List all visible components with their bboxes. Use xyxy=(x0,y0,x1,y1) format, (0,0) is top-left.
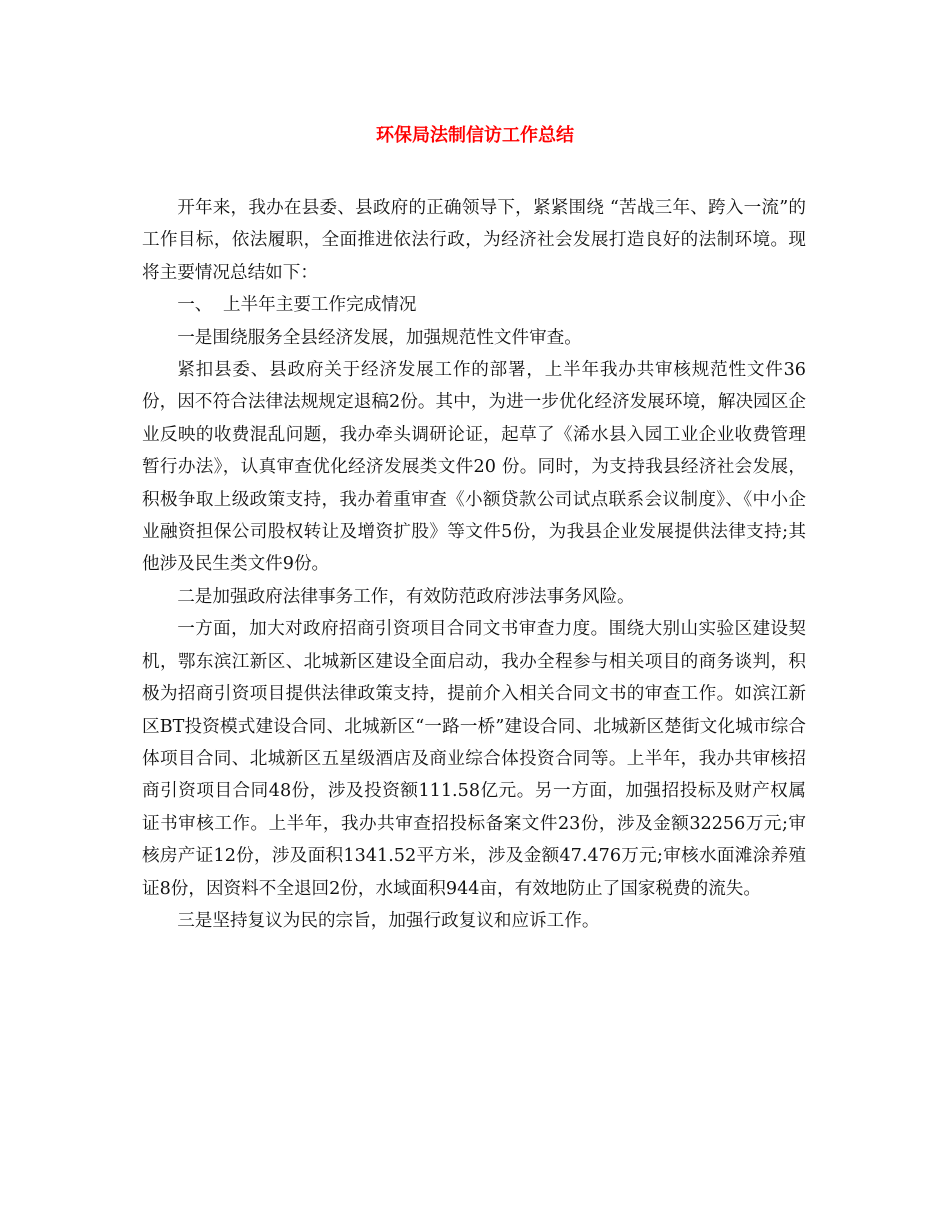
subheading-1: 一是围绕服务全县经济发展，加强规范性文件审查。 xyxy=(177,327,582,348)
subheading-3: 三是坚持复议为民的宗旨，加强行政复议和应诉工作。 xyxy=(177,910,600,931)
section-heading xyxy=(142,289,806,321)
section-number: 一、 xyxy=(177,295,213,316)
document-body xyxy=(142,192,806,937)
document-title: 环保局法制信访工作总结 xyxy=(376,125,574,146)
body-paragraph-2: 一方面，加大对政府招商引资项目合同文书审查力度。围绕大别山实验区建设契机，鄂东滨江新区、北城新区建设全面启动，我办全程参与相关项目的商务谈判，积极为招商引资项目提供法律政策支持，提前介入相关合同文书的审查工作。如滨江新区BT投资模式建设合同、北城新区“一路一桥”建设合同、北城新区楚街文化城市综合体项目合同、北城新区五星级酒店及商业综合体投资合同等。上半年，我办共审核招商引资项目合同48份，涉及投资额111.58亿元。另一方面，加强招投标及财产权属证书审核工作。上半年，我办共审查招投标备案文件23份，涉及金额32256万元;审核房产证12份，涉及面积1341.52平方米，涉及金额47.476万元;审核水面滩涂养殖证8份，因资料不全退回2份，水域面积944亩，有效地防止了国家税费的流失。 xyxy=(142,619,806,899)
section-heading-text: 上半年主要工作完成情况 xyxy=(222,295,417,316)
subheading-2: 二是加强政府法律事务工作，有效防范政府涉法事务风险。 xyxy=(177,586,635,607)
body-paragraph-1: 紧扣县委、县政府关于经济发展工作的部署，上半年我办共审核规范性文件36份，因不符合法律法规规定退稿2份。其中，为进一步优化经济发展环境，解决园区企业反映的收费混乱问题，我办牵头调研论证，起草了《浠水县入园工业企业收费管理暂行办法》，认真审查优化经济发展类文件20 份。同时，为支持我县经济社会发展，积极争取上级政策支持，我办着重审查《小额贷款公司试点联系会议制度》、《中小企业融资担保公司股权转让及增资扩股》等文件5份，为我县企业发展提供法律支持;其他涉及民生类文件9份。 xyxy=(142,360,806,575)
intro-paragraph: 开年来，我办在县委、县政府的正确领导下，紧紧围绕 “苦战三年、跨入一流”的工作目标，依法履职，全面推进依法行政，为经济社会发展打造良好的法制环境。现将主要情况总结如下： xyxy=(142,198,806,283)
